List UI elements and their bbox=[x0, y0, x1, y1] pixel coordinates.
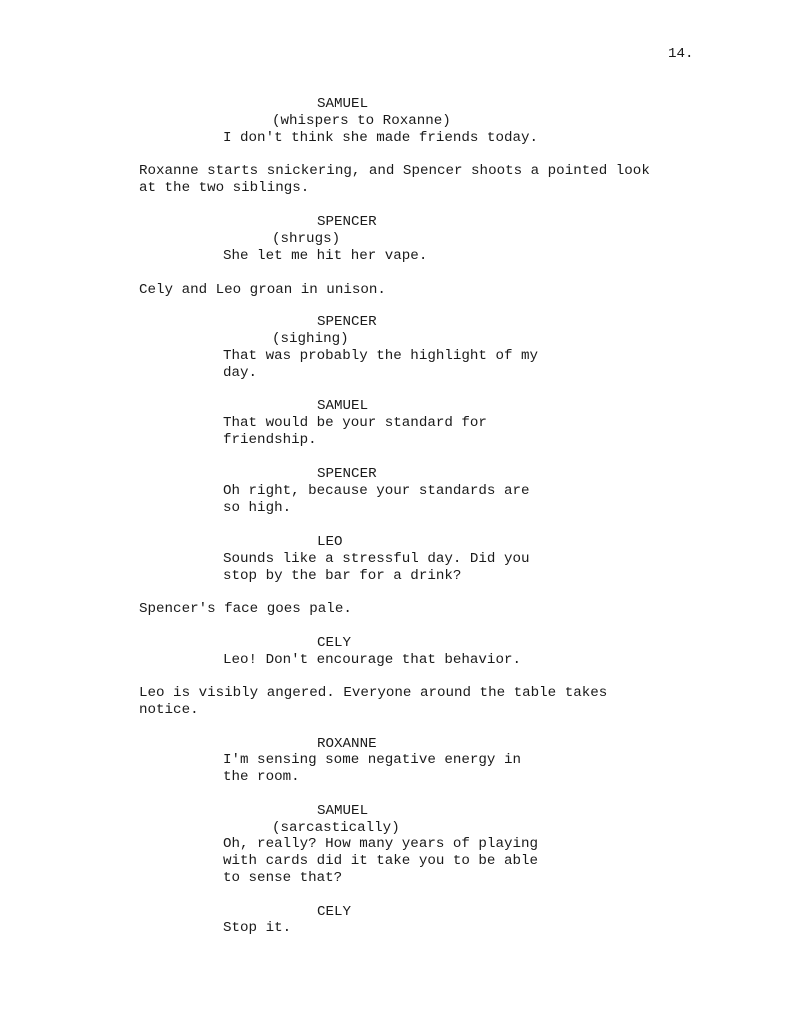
dialogue-line: That was probably the highlight of my bbox=[223, 348, 539, 364]
action-line: Spencer's face goes pale. bbox=[139, 601, 352, 617]
dialogue-line: day. bbox=[223, 365, 258, 381]
character-name: SPENCER bbox=[317, 466, 377, 482]
parenthetical: (whispers to Roxanne) bbox=[272, 113, 451, 129]
character-name: SPENCER bbox=[317, 314, 377, 330]
character-name: SPENCER bbox=[317, 214, 377, 230]
parenthetical: (sarcastically) bbox=[272, 820, 400, 836]
action-line: at the two siblings. bbox=[139, 180, 310, 196]
parenthetical: (sighing) bbox=[272, 331, 349, 347]
character-name: ROXANNE bbox=[317, 736, 377, 752]
dialogue-line: That would be your standard for bbox=[223, 415, 487, 431]
character-name: SAMUEL bbox=[317, 96, 369, 112]
action-line: notice. bbox=[139, 702, 199, 718]
character-name: LEO bbox=[317, 534, 343, 550]
page-number: 14. bbox=[668, 46, 694, 62]
dialogue-line: Sounds like a stressful day. Did you bbox=[223, 551, 530, 567]
character-name: SAMUEL bbox=[317, 398, 369, 414]
dialogue-line: I'm sensing some negative energy in bbox=[223, 752, 521, 768]
dialogue-line: stop by the bar for a drink? bbox=[223, 568, 462, 584]
dialogue-line: friendship. bbox=[223, 432, 317, 448]
dialogue-line: so high. bbox=[223, 500, 292, 516]
character-name: CELY bbox=[317, 904, 352, 920]
dialogue-line: Oh right, because your standards are bbox=[223, 483, 530, 499]
character-name: SAMUEL bbox=[317, 803, 369, 819]
dialogue-line: Stop it. bbox=[223, 920, 292, 936]
dialogue-line: to sense that? bbox=[223, 870, 343, 886]
parenthetical: (shrugs) bbox=[272, 231, 341, 247]
dialogue-line: with cards did it take you to be able bbox=[223, 853, 539, 869]
dialogue-line: I don't think she made friends today. bbox=[223, 130, 539, 146]
action-line: Cely and Leo groan in unison. bbox=[139, 282, 386, 298]
action-line: Roxanne starts snickering, and Spencer shoots a pointed look bbox=[139, 163, 650, 179]
dialogue-line: Oh, really? How many years of playing bbox=[223, 836, 539, 852]
dialogue-line: Leo! Don't encourage that behavior. bbox=[223, 652, 521, 668]
dialogue-line: She let me hit her vape. bbox=[223, 248, 428, 264]
character-name: CELY bbox=[317, 635, 352, 651]
dialogue-line: the room. bbox=[223, 769, 300, 785]
action-line: Leo is visibly angered. Everyone around the table takes bbox=[139, 685, 608, 701]
